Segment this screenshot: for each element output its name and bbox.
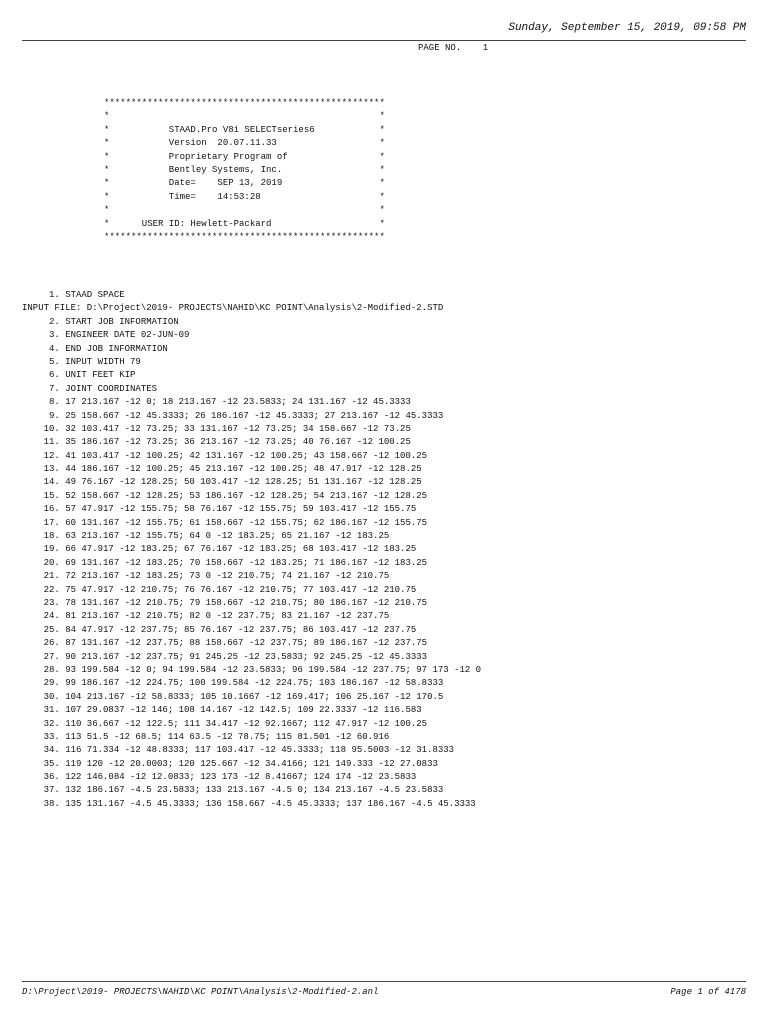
page-number: PAGE NO. 1 [418, 43, 489, 53]
staad-banner [104, 97, 385, 244]
print-datetime: Sunday, September 15, 2019, 09:58 PM [508, 22, 746, 34]
listing-line: 17. 60 131.167 -12 155.75; 61 158.667 -12 155.75; 62 186.167 -12 155.75 [22, 517, 428, 528]
footer-rule [22, 981, 746, 982]
banner-line: **************************************************** [104, 231, 385, 242]
listing-line: 3. ENGINEER DATE 02-JUN-09 [22, 330, 190, 341]
listing-line: 32. 110 36.667 -12 122.5; 111 34.417 -12 92.1667; 112 47.917 -12 100.25 [22, 718, 428, 729]
listing-line: 14. 49 76.167 -12 128.25; 50 103.417 -12 128.25; 51 131.167 -12 128.25 [22, 477, 422, 488]
listing-line: 27. 90 213.167 -12 237.75; 91 245.25 -12 23.5833; 92 245.25 -12 45.3333 [22, 651, 428, 662]
listing-line: INPUT FILE: D:\Project\2019- PROJECTS\NAHID\KC POINT\Analysis\2-Modified-2.STD [22, 303, 444, 314]
footer-file-path: D:\Project\2019- PROJECTS\NAHID\KC POINT\Analysis\2-Modified-2.anl [22, 987, 379, 997]
listing-line: 1. STAAD SPACE [22, 290, 125, 300]
listing-line: 16. 57 47.917 -12 155.75; 58 76.167 -12 155.75; 59 103.417 -12 155.75 [22, 504, 417, 515]
listing-line: 10. 32 103.417 -12 73.25; 33 131.167 -12 73.25; 34 158.667 -12 73.25 [22, 423, 411, 434]
listing-line: 6. UNIT FEET KIP [22, 370, 136, 381]
listing-line: 28. 93 199.584 -12 0; 94 199.584 -12 23.5833; 96 199.584 -12 237.75; 97 173 -12 0 [22, 664, 482, 675]
listing-line: 26. 87 131.167 -12 237.75; 88 158.667 -12 237.75; 89 186.167 -12 237.75 [22, 638, 428, 649]
listing-line: 22. 75 47.917 -12 210.75; 76 76.167 -12 210.75; 77 103.417 -12 210.75 [22, 584, 417, 595]
listing-line: 36. 122 146.084 -12 12.0833; 123 173 -12 8.41667; 124 174 -12 23.5833 [22, 772, 417, 783]
banner-line: * USER ID: Hewlett-Packard * [104, 218, 385, 229]
header-rule [22, 40, 746, 41]
banner-line: * * [104, 111, 385, 122]
listing-line: 15. 52 158.667 -12 128.25; 53 186.167 -12 128.25; 54 213.167 -12 128.25 [22, 490, 428, 501]
listing-line: 12. 41 103.417 -12 100.25; 42 131.167 -12 100.25; 43 158.667 -12 100.25 [22, 450, 428, 461]
banner-line: * Proprietary Program of * [104, 151, 385, 162]
listing-line: 31. 107 29.0837 -12 146; 108 14.167 -12 142.5; 109 22.3337 -12 116.583 [22, 705, 422, 716]
listing-line: 34. 116 71.334 -12 48.8333; 117 103.417 -12 45.3333; 118 95.5003 -12 31.8333 [22, 745, 455, 756]
listing-line: 33. 113 51.5 -12 68.5; 114 63.5 -12 78.75; 115 81.501 -12 60.916 [22, 731, 390, 742]
listing-line: 30. 104 213.167 -12 58.8333; 105 10.1667 -12 169.417; 106 25.167 -12 170.5 [22, 691, 444, 702]
listing-line: 29. 99 186.167 -12 224.75; 100 199.584 -12 224.75; 103 186.167 -12 58.8333 [22, 678, 444, 689]
listing-line: 13. 44 186.167 -12 100.25; 45 213.167 -12 100.25; 48 47.917 -12 128.25 [22, 464, 422, 475]
banner-line: * Version 20.07.11.33 * [104, 138, 385, 149]
banner-line: * * [104, 205, 385, 216]
listing-line: 2. START JOB INFORMATION [22, 316, 179, 327]
input-listing [22, 289, 481, 811]
listing-line: 20. 69 131.167 -12 183.25; 70 158.667 -12 183.25; 71 186.167 -12 183.25 [22, 557, 428, 568]
banner-line: * Date= SEP 13, 2019 * [104, 178, 385, 189]
banner-line: * Bentley Systems, Inc. * [104, 164, 385, 175]
listing-line: 9. 25 158.667 -12 45.3333; 26 186.167 -12 45.3333; 27 213.167 -12 45.3333 [22, 410, 444, 421]
listing-line: 35. 119 120 -12 20.0003; 120 125.667 -12 34.4166; 121 149.333 -12 27.0833 [22, 758, 438, 769]
banner-line: * Time= 14:53:28 * [104, 191, 385, 202]
banner-line: **************************************************** [104, 98, 385, 108]
listing-line: 24. 81 213.167 -12 210.75; 82 0 -12 237.75; 83 21.167 -12 237.75 [22, 611, 390, 622]
listing-line: 18. 63 213.167 -12 155.75; 64 0 -12 183.25; 65 21.167 -12 183.25 [22, 531, 390, 542]
listing-line: 8. 17 213.167 -12 0; 18 213.167 -12 23.5833; 24 131.167 -12 45.3333 [22, 397, 411, 408]
listing-line: 4. END JOB INFORMATION [22, 343, 168, 354]
listing-line: 21. 72 213.167 -12 183.25; 73 0 -12 210.75; 74 21.167 -12 210.75 [22, 571, 390, 582]
listing-line: 38. 135 131.167 -4.5 45.3333; 136 158.667 -4.5 45.3333; 137 186.167 -4.5 45.3333 [22, 798, 476, 809]
listing-line: 25. 84 47.917 -12 237.75; 85 76.167 -12 237.75; 86 103.417 -12 237.75 [22, 624, 417, 635]
banner-line: * STAAD.Pro V8i SELECTseries6 * [104, 124, 385, 135]
listing-line: 19. 66 47.917 -12 183.25; 67 76.167 -12 183.25; 68 103.417 -12 183.25 [22, 544, 417, 555]
listing-line: 37. 132 186.167 -4.5 23.5833; 133 213.167 -4.5 0; 134 213.167 -4.5 23.5833 [22, 785, 444, 796]
listing-line: 5. INPUT WIDTH 79 [22, 356, 141, 367]
listing-line: 11. 35 186.167 -12 73.25; 36 213.167 -12 73.25; 40 76.167 -12 100.25 [22, 437, 411, 448]
footer-page-count: Page 1 of 4178 [670, 987, 746, 997]
listing-line: 23. 78 131.167 -12 210.75; 79 158.667 -12 210.75; 80 186.167 -12 210.75 [22, 597, 428, 608]
listing-line: 7. JOINT COORDINATES [22, 383, 158, 394]
